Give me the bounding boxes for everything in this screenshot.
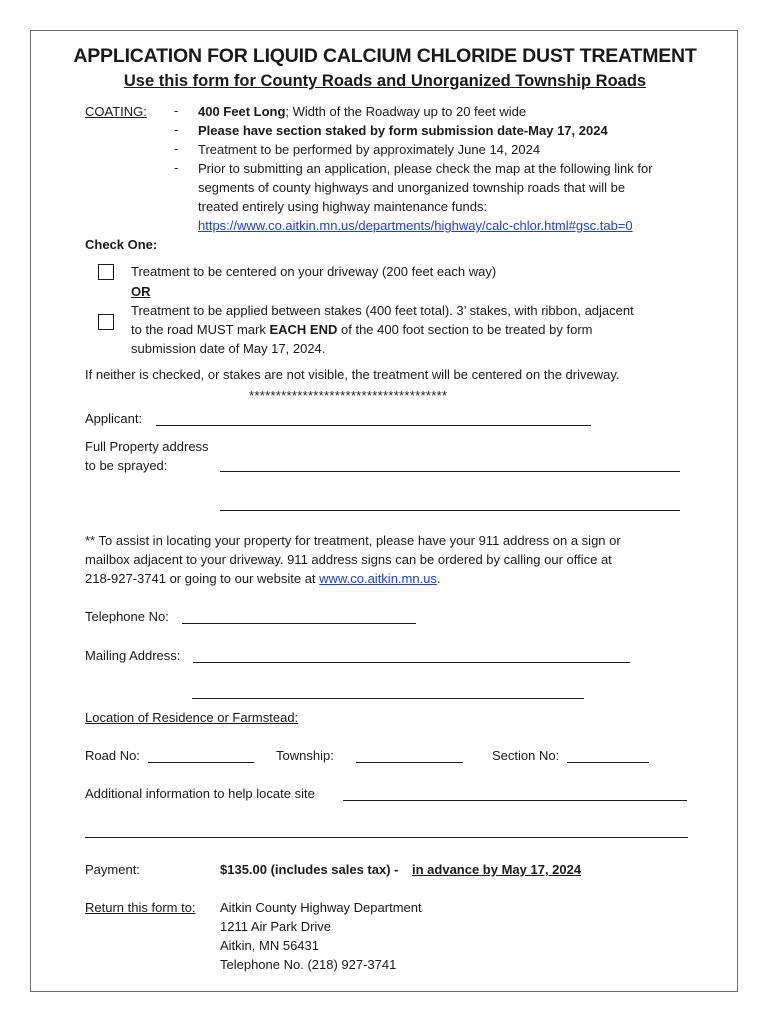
coating-item-map-line3: treated entirely using highway maintenance funds: bbox=[198, 199, 488, 214]
option-stakes-each-end: EACH END bbox=[269, 322, 338, 337]
payment-label: Payment: bbox=[85, 862, 140, 877]
property-address-field-line1[interactable] bbox=[220, 471, 680, 472]
county-website-link[interactable]: www.co.aitkin.mn.us bbox=[319, 571, 437, 586]
coating-item-schedule: Treatment to be performed by approximately June 14, 2024 bbox=[198, 142, 541, 157]
return-telephone: Telephone No. (218) 927-3741 bbox=[220, 957, 397, 972]
section-no-field[interactable] bbox=[567, 762, 649, 763]
assist-note-line3 bbox=[85, 569, 441, 588]
payment-amount: $135.00 (includes sales tax) - bbox=[220, 862, 399, 877]
section-no-label: Section No: bbox=[492, 748, 560, 763]
return-address-line3: Aitkin, MN 56431 bbox=[220, 938, 319, 953]
return-address-line2: 1211 Air Park Drive bbox=[220, 919, 332, 934]
option-stakes-line2 bbox=[131, 320, 593, 339]
assist-note-line1: ** To assist in locating your property for treatment, please have your 911 address on a sign or bbox=[85, 533, 621, 548]
road-no-field[interactable] bbox=[148, 762, 254, 763]
option-stakes-line3: submission date of May 17, 2024. bbox=[131, 341, 326, 356]
coating-label: COATING: bbox=[85, 104, 147, 119]
coating-item-length bbox=[198, 102, 526, 121]
telephone-label: Telephone No: bbox=[85, 609, 169, 624]
return-form-label: Return this form to: bbox=[85, 900, 196, 915]
applicant-field[interactable] bbox=[156, 425, 591, 426]
option-stakes-line2-post: of the 400 foot section to be treated by form bbox=[337, 322, 593, 337]
assist-note-line2: mailbox adjacent to your driveway. 911 address signs can be ordered by calling our office at bbox=[85, 552, 612, 567]
township-field[interactable] bbox=[356, 762, 463, 763]
mailing-address-field-line2[interactable] bbox=[192, 698, 584, 699]
option-centered-label: Treatment to be centered on your driveway (200 feet each way) bbox=[131, 264, 497, 279]
bullet-dash: - bbox=[174, 160, 179, 175]
applicant-label: Applicant: bbox=[85, 411, 143, 426]
payment-deadline: in advance by May 17, 2024 bbox=[412, 862, 582, 877]
property-address-label-line2: to be sprayed: bbox=[85, 458, 168, 473]
option-stakes-line1: Treatment to be applied between stakes (400 feet total). 3’ stakes, with ribbon, adjacent bbox=[131, 303, 634, 318]
location-heading: Location of Residence or Farmstead: bbox=[85, 710, 299, 725]
form-subtitle: Use this form for County Roads and Unorganized Township Roads bbox=[123, 72, 647, 90]
assist-note-line3-pre: 218-927-3741 or going to our website at bbox=[85, 571, 320, 586]
property-address-label-line1: Full Property address bbox=[85, 439, 209, 454]
additional-info-field-line2[interactable] bbox=[85, 837, 688, 838]
telephone-field[interactable] bbox=[182, 623, 416, 624]
property-address-field-line2[interactable] bbox=[220, 510, 680, 511]
neither-checked-note: If neither is checked, or stakes are not visible, the treatment will be centered on the driveway. bbox=[85, 367, 620, 382]
bullet-dash: - bbox=[174, 141, 179, 156]
coating-item-map-line1: Prior to submitting an application, please check the map at the following link for bbox=[198, 161, 653, 176]
additional-info-label: Additional information to help locate site bbox=[85, 786, 315, 801]
application-form bbox=[30, 30, 738, 992]
check-one-label: Check One: bbox=[85, 237, 158, 252]
road-no-label: Road No: bbox=[85, 748, 140, 763]
coating-item-length-bold: 400 Feet Long bbox=[198, 104, 286, 119]
or-separator: OR bbox=[131, 284, 151, 299]
coating-item-map-line2: segments of county highways and unorganized township roads that will be bbox=[198, 180, 626, 195]
option-stakes-line2-pre: to the road MUST mark bbox=[131, 322, 270, 337]
centered-driveway-checkbox[interactable] bbox=[98, 264, 114, 280]
bullet-dash: - bbox=[174, 122, 179, 137]
asterisk-separator: ************************************* bbox=[249, 388, 448, 403]
coating-item-length-rest: ; Width of the Roadway up to 20 feet wide bbox=[285, 104, 527, 119]
coating-item-staked: Please have section staked by form submission date-May 17, 2024 bbox=[198, 123, 608, 138]
additional-info-field-line1[interactable] bbox=[343, 800, 687, 801]
bullet-dash: - bbox=[174, 103, 179, 118]
township-label: Township: bbox=[276, 748, 334, 763]
assist-note-line3-post: . bbox=[436, 571, 441, 586]
calc-chlor-map-link[interactable]: https://www.co.aitkin.mn.us/departments/highway/calc-chlor.html#gsc.tab=0 bbox=[198, 218, 633, 233]
form-title: APPLICATION FOR LIQUID CALCIUM CHLORIDE DUST TREATMENT bbox=[73, 45, 697, 67]
mailing-address-field-line1[interactable] bbox=[193, 662, 630, 663]
between-stakes-checkbox[interactable] bbox=[98, 314, 114, 330]
mailing-address-label: Mailing Address: bbox=[85, 648, 181, 663]
return-address-line1: Aitkin County Highway Department bbox=[220, 900, 422, 915]
